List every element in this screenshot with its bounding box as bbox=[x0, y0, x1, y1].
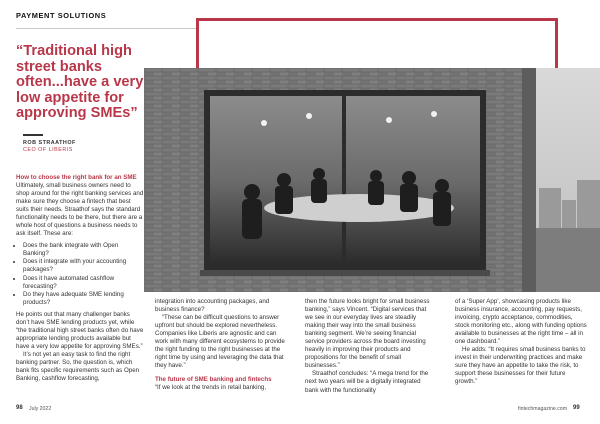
article-column-4 bbox=[455, 298, 587, 387]
page-number-left: 98 bbox=[16, 405, 23, 411]
paragraph: “If we look at the trends in retail banking, bbox=[155, 384, 267, 392]
article-column-2 bbox=[155, 298, 287, 392]
paragraph: Straathof concludes: “A mega trend for the next two years will be a digitally integrated bank with the functionality bbox=[305, 370, 429, 394]
issue-date: July 2022 bbox=[29, 405, 52, 412]
list-item: • Does it have automated cashflow forecasting? bbox=[23, 275, 144, 291]
paragraph: integration into accounting packages, and business finance? bbox=[155, 298, 270, 314]
paragraph: of a ‘Super App’, showcasing products like business insurance, accounting, pay requests, invoicing, crypto acceptance, commodities, stock monitoring etc., along with funding options available to businesses at the right time – all in one dashboard.” bbox=[455, 298, 587, 346]
article-column-3 bbox=[305, 298, 435, 395]
site-url: fintechmagazine.com bbox=[518, 405, 568, 412]
attribution-divider bbox=[23, 134, 43, 136]
paragraph: He adds: “It requires small business banks to invest in their underwriting practices and make sure they have an appetite to take the risk, to support these businesses for their future growth.” bbox=[455, 346, 586, 386]
paragraph: then the future looks bright for small business banking,” says Vincent. “Digital services that we see in our everyday lives are steadily making their way into the small business banking segment. We’re seeing financial service providers across the board investing heavily in improving their products and propositions for the benefit of small businesses.” bbox=[305, 298, 430, 370]
quote-author-name: ROB STRAATHOF bbox=[23, 140, 76, 146]
paragraph: It’s not yet an easy task to find the right banking partner. So, the question is, which bank fits specific requirements such as Open Banking, cashflow forecasting, bbox=[16, 350, 140, 383]
list-item: • Does it integrate with your accounting packages? bbox=[23, 258, 144, 274]
list-item: • Does the bank integrate with Open Banking? bbox=[23, 242, 144, 258]
section-label: PAYMENT SOLUTIONS bbox=[16, 11, 107, 20]
section-heading-choose-bank: How to choose the right bank for an SME bbox=[16, 174, 137, 181]
article-column-1 bbox=[16, 174, 144, 383]
pull-quote: “Traditional high street banks often...have a very low appetite for approving SMEs” bbox=[16, 43, 144, 122]
list-item: • Do they have adequate SME lending products? bbox=[23, 291, 144, 307]
question-list bbox=[16, 242, 144, 306]
office-photo bbox=[144, 68, 600, 292]
section-heading-future: The future of SME banking and fintechs bbox=[155, 376, 272, 384]
paragraph: “These can be difficult questions to answer upfront but should be explored nevertheless. Companies like Liberis are agnostic and can work with many different ecosystems to provide the right funding to the right businesses at the right time by using and leveraging the data that they have.” bbox=[155, 314, 285, 370]
page-number-right: 99 bbox=[573, 405, 580, 411]
paragraph: Ultimately, small business owners need to shop around for the right banking services and make sure they choose a fintech that best suits their needs. Straathof says the standard functionality needs to be there, but there are a whole host of questions a business needs to ask itself. These are: bbox=[16, 182, 144, 238]
quote-author-role: CEO OF LIBERIS bbox=[23, 147, 73, 153]
section-divider bbox=[16, 28, 196, 29]
paragraph: He points out that many challenger banks don’t have SME lending products yet, while “the traditional high street banks often do have appropriate lending products available but have a very low appetite for approving SMEs.” bbox=[16, 310, 144, 350]
